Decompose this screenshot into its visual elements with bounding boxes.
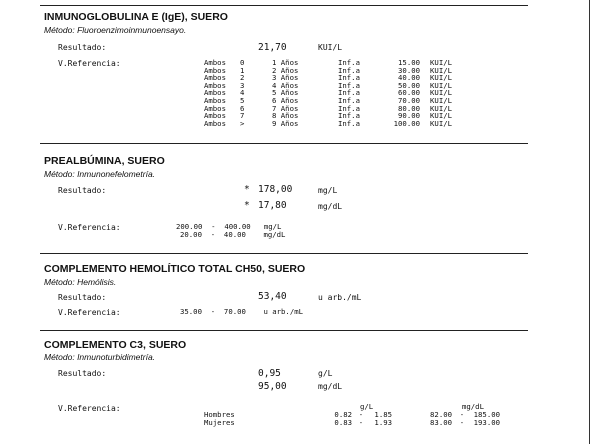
table-cell: KUI/L	[430, 80, 452, 90]
table-cell: Inf.a	[338, 111, 360, 121]
table-cell: KUI/L	[430, 111, 452, 121]
table-cell: 5 Años	[272, 88, 299, 98]
table-cell: 1 Años	[272, 58, 299, 67]
table-cell: 8 Años	[272, 111, 299, 121]
table-cell: Inf.a	[338, 58, 360, 67]
result-unit: mg/L	[318, 186, 338, 195]
table-row	[204, 411, 500, 419]
result-unit-secondary: mg/dL	[318, 202, 343, 211]
table-cell: 3	[240, 80, 245, 90]
table-cell: 15.00	[398, 58, 420, 67]
table-cell: Inf.a	[338, 73, 360, 83]
table-cell: KUI/L	[430, 95, 452, 105]
table-cell: Hombres	[204, 410, 235, 419]
column-unit-secondary: mg/dL	[462, 402, 484, 411]
table-cell: 0	[240, 58, 245, 67]
table-cell: 70.00	[398, 95, 420, 105]
result-unit: KUI/L	[318, 43, 343, 52]
result-value: 21,70	[258, 42, 287, 53]
table-cell: 40.00	[398, 73, 420, 83]
divider	[40, 330, 528, 331]
range-separator: -	[358, 417, 364, 427]
result-value: 178,00	[258, 184, 293, 195]
table-cell: 30.00	[398, 65, 420, 75]
table-cell: Inf.a	[338, 80, 360, 90]
table-cell: 193.00	[473, 417, 500, 427]
method-text: Método: Fluoroenzimoinmunoensayo.	[44, 25, 187, 35]
table-cell: Mujeres	[204, 417, 235, 427]
method-text: Método: Inmunonefelometría.	[44, 169, 156, 179]
table-cell: Ambos	[204, 58, 226, 67]
section-title: INMUNOGLOBULINA E (IgE), SUERO	[44, 11, 228, 23]
table-cell: KUI/L	[430, 73, 452, 83]
table-cell: 9 Años	[272, 118, 299, 128]
section-title: COMPLEMENTO HEMOLÍTICO TOTAL CH50, SUERO	[44, 263, 306, 275]
table-cell: 6	[240, 103, 245, 113]
result-value: 0,95	[258, 368, 281, 379]
table-cell: KUI/L	[430, 103, 452, 113]
table-cell: 185.00	[473, 410, 500, 419]
table-cell: Ambos	[204, 73, 226, 83]
table-cell: KUI/L	[430, 88, 452, 98]
table-cell: 50.00	[398, 80, 420, 90]
table-cell: >	[240, 118, 245, 128]
table-cell: 2	[240, 73, 245, 83]
table-cell: 80.00	[398, 103, 420, 113]
table-cell: 4 Años	[272, 80, 299, 90]
table-cell: 83.00	[430, 417, 452, 427]
table-cell: KUI/L	[430, 118, 452, 128]
table-row	[204, 419, 500, 427]
table-cell: Inf.a	[338, 103, 360, 113]
table-cell: 3 Años	[272, 73, 299, 83]
result-value: 53,40	[258, 291, 287, 302]
table-cell: 4	[240, 88, 245, 98]
reference-label: V.Referencia:	[58, 404, 121, 413]
table-cell: 7 Años	[272, 103, 299, 113]
page-edge	[589, 0, 590, 444]
table-cell: Ambos	[204, 111, 226, 121]
divider	[40, 143, 528, 144]
reference-label: V.Referencia:	[58, 59, 121, 68]
table-cell: 60.00	[398, 88, 420, 98]
table-cell: 2 Años	[272, 65, 299, 75]
result-unit-secondary: mg/dL	[318, 382, 343, 391]
reference-label: V.Referencia:	[58, 308, 121, 317]
divider	[40, 253, 528, 254]
section-title: PREALBÚMINA, SUERO	[44, 155, 165, 167]
method-text: Método: Inmunoturbidimetría.	[44, 352, 156, 362]
top-rule	[40, 5, 528, 6]
table-cell: Ambos	[204, 103, 226, 113]
result-label: Resultado:	[58, 186, 107, 195]
reference-table	[204, 59, 452, 127]
table-cell: 1.93	[374, 417, 392, 427]
table-cell: Ambos	[204, 65, 226, 75]
table-cell: 1.85	[374, 410, 392, 419]
table-cell: 6 Años	[272, 95, 299, 105]
table-cell: Inf.a	[338, 95, 360, 105]
table-cell: 82.00	[430, 410, 452, 419]
table-cell: Inf.a	[338, 88, 360, 98]
table-cell: 7	[240, 111, 245, 121]
result-value-secondary: 95,00	[258, 381, 287, 392]
table-cell: 100.00	[393, 118, 420, 128]
range-separator: -	[459, 417, 465, 427]
table-cell: 0.83	[334, 417, 352, 427]
reference-label: V.Referencia:	[58, 223, 121, 232]
table-cell: Ambos	[204, 95, 226, 105]
table-cell: Inf.a	[338, 118, 360, 128]
reference-range: 200.00 - 400.00 mg/L	[176, 222, 282, 231]
reference-range: 35.00 - 70.00 u arb./mL	[180, 307, 304, 316]
table-cell: Ambos	[204, 80, 226, 90]
abnormal-flag: *	[244, 184, 250, 195]
table-cell: 5	[240, 95, 245, 105]
result-label: Resultado:	[58, 369, 107, 378]
table-row	[204, 120, 452, 128]
result-label: Resultado:	[58, 293, 107, 302]
result-label: Resultado:	[58, 43, 107, 52]
result-unit: u arb./mL	[318, 293, 362, 302]
table-cell: 0.82	[334, 410, 352, 419]
result-value-secondary: 17,80	[258, 200, 287, 211]
range-separator: -	[459, 410, 465, 419]
table-cell: KUI/L	[430, 65, 452, 75]
range-separator: -	[358, 410, 364, 419]
reference-table	[204, 411, 500, 426]
method-text: Método: Hemólisis.	[44, 277, 117, 287]
table-cell: Ambos	[204, 118, 226, 128]
section-title: COMPLEMENTO C3, SUERO	[44, 339, 187, 351]
reference-range-secondary: 20.00 - 40.00 mg/dL	[180, 230, 286, 239]
table-cell: KUI/L	[430, 58, 452, 67]
column-unit: g/L	[360, 402, 374, 411]
abnormal-flag: *	[244, 200, 250, 211]
table-cell: Ambos	[204, 88, 226, 98]
table-cell: Inf.a	[338, 65, 360, 75]
table-cell: 90.00	[398, 111, 420, 121]
result-unit: g/L	[318, 369, 333, 378]
table-cell: 1	[240, 65, 245, 75]
